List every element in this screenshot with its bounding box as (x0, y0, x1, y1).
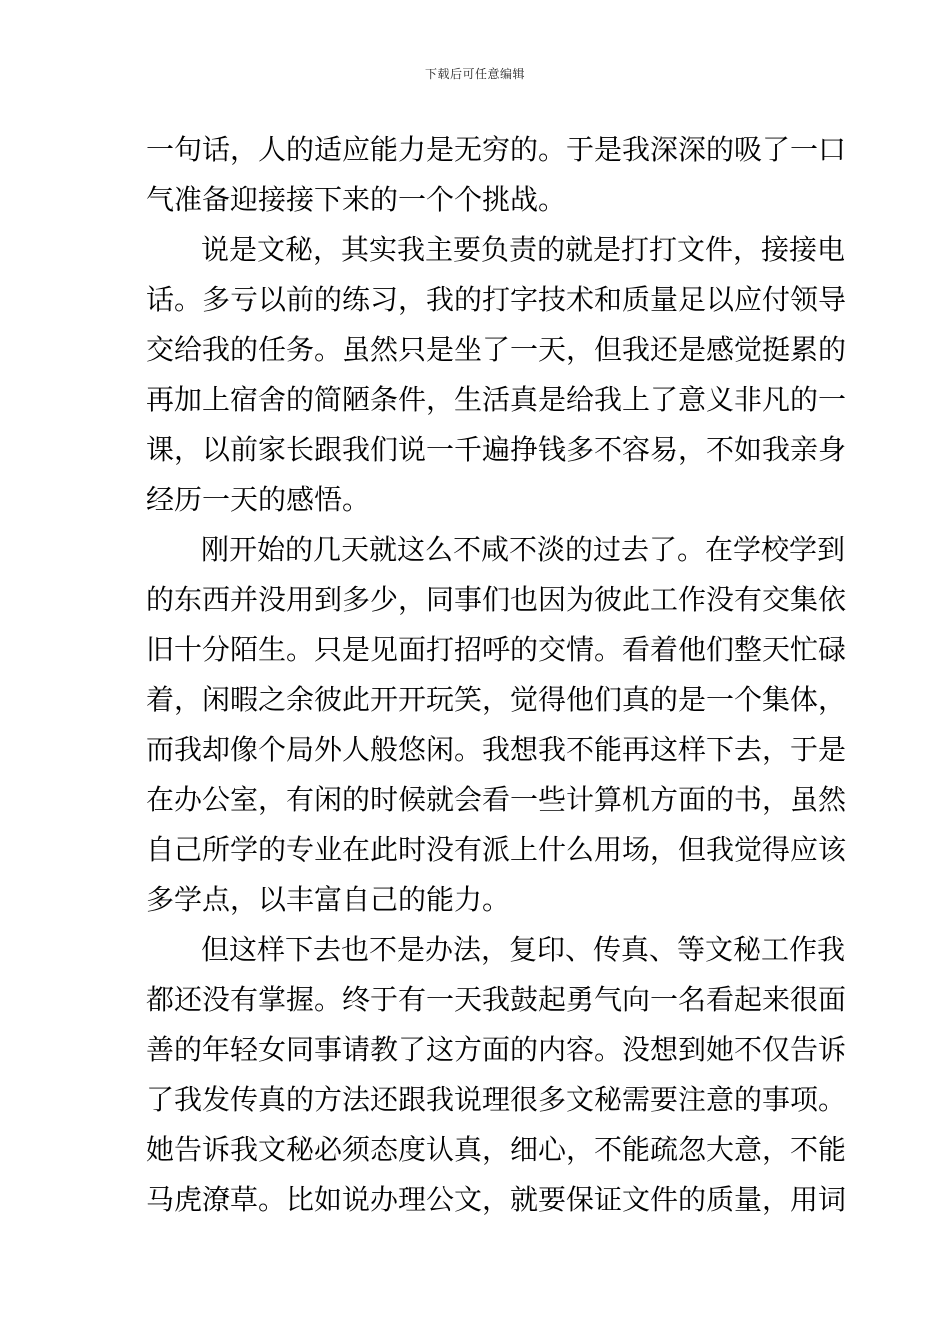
text-line: 马虎潦草。比如说办理公文，就要保证文件的质量，用词 (146, 1183, 847, 1216)
text-line: 说是文秘，其实我主要负责的就是打打文件，接接电 (201, 233, 846, 266)
text-line: 课，以前家长跟我们说一千遍挣钱多不容易，不如我亲身 (146, 433, 847, 466)
text-line: 但这样下去也不是办法，复印、传真、等文秘工作我 (201, 933, 846, 966)
text-line: 的东西并没用到多少，同事们也因为彼此工作没有交集依 (146, 583, 847, 616)
text-line: 都还没有掌握。终于有一天我鼓起勇气向一名看起来很面 (146, 983, 847, 1016)
page-header: 下载后可任意编辑 (424, 67, 525, 81)
text-line: 一句话，人的适应能力是无穷的。于是我深深的吸了一口 (146, 133, 847, 166)
text-line: 刚开始的几天就这么不咸不淡的过去了。在学校学到 (201, 533, 846, 566)
text-line: 气准备迎接接下来的一个个挑战。 (146, 183, 567, 216)
text-line: 善的年轻女同事请教了这方面的内容。没想到她不仅告诉 (146, 1033, 847, 1066)
text-line: 在办公室，有闲的时候就会看一些计算机方面的书，虽然 (146, 783, 847, 816)
text-line: 旧十分陌生。只是见面打招呼的交情。看着他们整天忙碌 (146, 633, 847, 666)
text-line: 多学点，以丰富自己的能力。 (146, 883, 511, 916)
text-line: 着，闲暇之余彼此开开玩笑，觉得他们真的是一个集体， (146, 683, 847, 716)
text-line: 了我发传真的方法还跟我说理很多文秘需要注意的事项。 (146, 1083, 847, 1116)
text-line: 再加上宿舍的简陋条件，生活真是给我上了意义非凡的一 (146, 383, 847, 416)
text-line: 她告诉我文秘必须态度认真，细心，不能疏忽大意，不能 (146, 1133, 847, 1166)
text-line: 自己所学的专业在此时没有派上什么用场，但我觉得应该 (146, 833, 847, 866)
text-line: 交给我的任务。虽然只是坐了一天，但我还是感觉挺累的 (146, 333, 847, 366)
text-line: 经历一天的感悟。 (146, 483, 371, 516)
text-line: 话。多亏以前的练习，我的打字技术和质量足以应付领导 (146, 283, 847, 316)
text-line: 而我却像个局外人般悠闲。我想我不能再这样下去，于是 (146, 733, 847, 766)
